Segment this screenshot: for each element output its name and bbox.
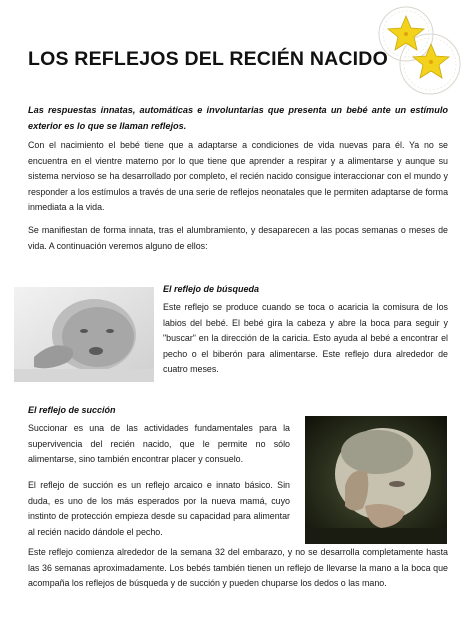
paragraph-succion-3: Este reflejo comienza alrededor de la semana 32 del embarazo, y no se desarrolla completamente hasta las 36 semanas aproximadamente. Los bebés también tienen un reflejo de llevarse la mano a la boca que acompaña los reflejos de búsqueda y de succión y pueden chuparse los dedos o las mano.: [28, 547, 448, 588]
baby-photo-succion: [305, 416, 447, 544]
page-title: LOS REFLEJOS DEL RECIÉN NACIDO: [28, 48, 388, 70]
paragraph-2: Se manifiestan de forma innata, tras el alumbramiento, y desaparecen a las pocas semanas o meses de vida. A continuación veremos alguno de ellos:: [28, 225, 448, 251]
paragraph-busqueda: Este reflejo se produce cuando se toca o acaricia la comisura de los labios del bebé. El bebé gira la cabeza y abre la boca para seguir y "buscar" en la dirección de la caricia. Esto ayuda al bebé a encontrar el pecho o el biberón para alimentarse. Este reflejo dura alrededor de cuatro meses.: [163, 302, 448, 374]
heading-reflejo-busqueda: El reflejo de búsqueda: [163, 284, 260, 294]
baby-photo-busqueda: [14, 287, 154, 382]
paragraph-succion-2: El reflejo de succión es un reflejo arcaico e innato básico. Sin duda, es uno de los más esperados por la nueva mamá, cuyo instinto de protección empieza desde su capacidad para alimentar al recién nacido dándole el pecho.: [28, 480, 290, 537]
lead-paragraph: Las respuestas innatas, automáticas e involuntarias que presenta un bebé ante un estímulo exterior es lo que se llaman reflejos.: [28, 105, 448, 131]
heading-reflejo-succion: El reflejo de succión: [28, 405, 116, 415]
paragraph-succion-1: Succionar es una de las actividades fundamentales para la supervivencia del recién nacido, que le permite no sólo alimentarse, sino también encontrar placer y consuelo.: [28, 423, 290, 464]
paragraph-1: Con el nacimiento el bebé tiene que a adaptarse a condiciones de vida nuevas para él. Ya no se encuentra en el vientre materno por lo que tiene que aprender a respirar y a alimentarse y aunque su sistema nervioso se ha desarrollado por completo, el recién nacido consigue interaccionar con el mundo y responder a los estímulos a través de una serie de reflejos neonatales que le permiten adaptarse de forma inmediata a la vida.: [28, 140, 448, 212]
